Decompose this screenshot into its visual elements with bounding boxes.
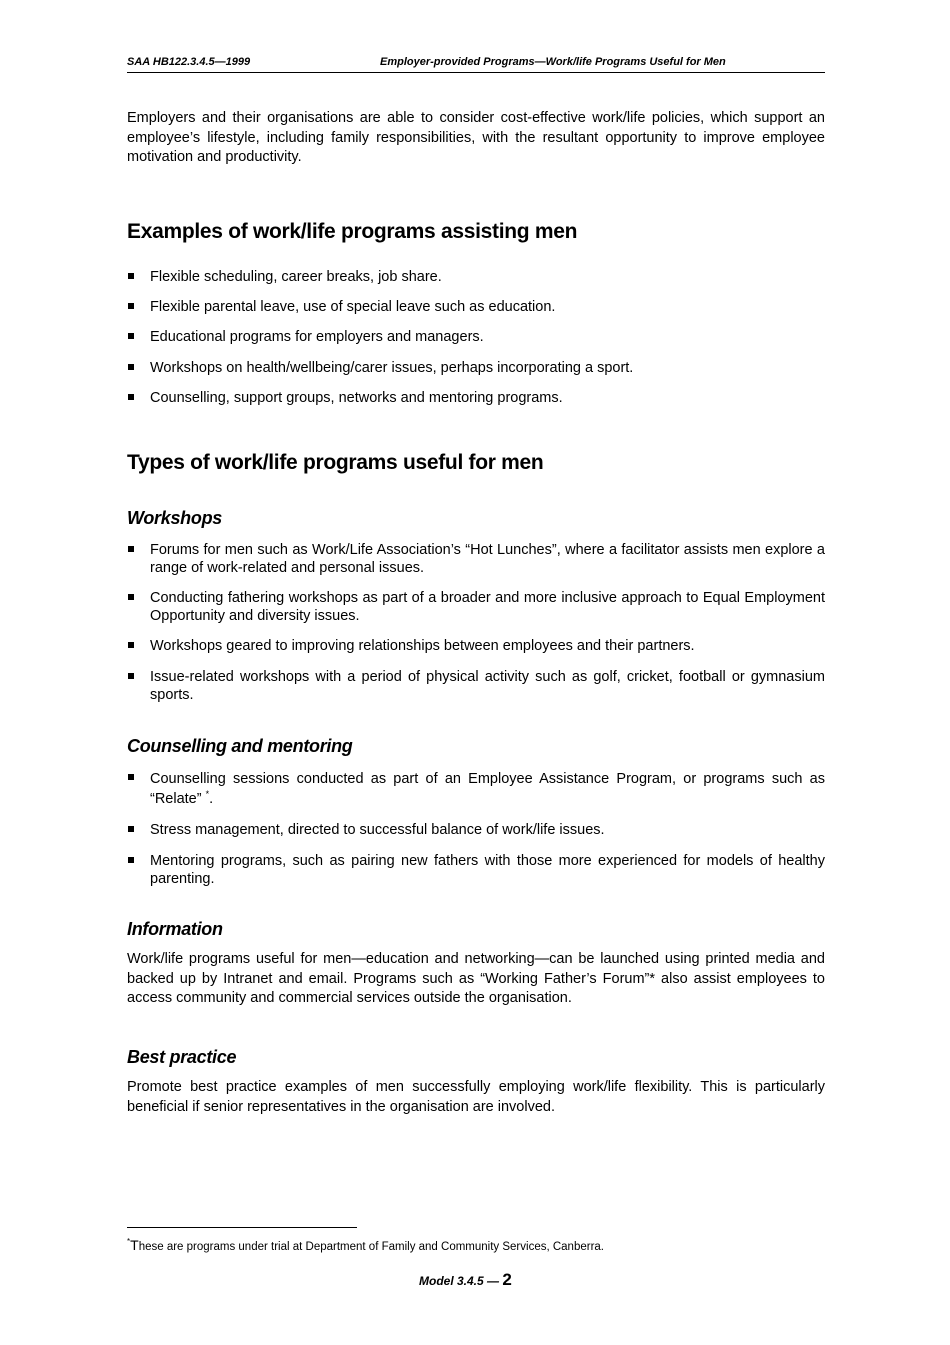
page-footer [419,1270,512,1290]
footnote-reference: * [205,789,210,800]
bullet-icon [128,594,134,600]
list-item: Conducting fathering workshops as part of a broader and more inclusive approach to Equal Employment Opportunity and diversity issues. [127,589,825,625]
list-item: Flexible scheduling, career breaks, job share. [127,268,825,286]
footer-model-label: Model 3.4.5 — [419,1274,500,1288]
footnote-mark: * [127,1237,131,1246]
information-heading: Information [127,919,223,939]
examples-heading: Examples of work/life programs assisting men [127,220,578,243]
page-number: 2 [502,1270,512,1289]
list-item: Stress management, directed to successful balance of work/life issues. [127,821,825,839]
types-heading: Types of work/life programs useful for men [127,451,544,474]
best-practice-heading: Best practice [127,1047,237,1067]
bullet-icon [128,364,134,370]
bullet-icon [128,394,134,400]
bullet-icon [128,546,134,552]
footnote-initial: T [130,1237,139,1253]
running-header [127,56,825,73]
list-item: Counselling sessions conducted as part of an Employee Assistance Program, or programs such as “Relate” *. [127,769,825,809]
bullet-icon [128,303,134,309]
information-paragraph: Work/life programs useful for men—education and networking—can be launched using printed media and backed up by Intranet and email. Programs such as “Working Father’s Forum”* also assist employees to access community and commercial services outside the organisation. [127,951,825,1006]
examples-list [127,268,825,407]
footnote [127,1237,604,1253]
workshops-list [127,541,825,704]
list-item: Forums for men such as Work/Life Association’s “Hot Lunches”, where a facilitator assists men explore a range of work-related and personal issues. [127,541,825,577]
counselling-heading: Counselling and mentoring [127,736,353,756]
workshops-heading: Workshops [127,508,222,528]
footnote-divider [127,1227,357,1228]
bullet-icon [128,333,134,339]
list-item: Educational programs for employers and managers. [127,328,825,346]
bullet-icon [128,273,134,279]
header-document-id: SAA HB122.3.4.5—1999 [127,56,251,68]
bullet-icon [128,826,134,832]
list-item: Counselling, support groups, networks and mentoring programs. [127,389,825,407]
header-section-title: Employer-provided Programs—Work/life Programs Useful for Men [380,56,726,68]
counselling-list [127,769,825,888]
list-item: Flexible parental leave, use of special leave such as education. [127,298,825,316]
list-item: Workshops on health/wellbeing/carer issues, perhaps incorporating a sport. [127,359,825,377]
list-item: Mentoring programs, such as pairing new fathers with those more experienced for models of healthy parenting. [127,852,825,888]
bullet-icon [128,642,134,648]
list-item: Workshops geared to improving relationships between employees and their partners. [127,637,825,655]
bullet-icon [128,857,134,863]
bullet-icon [128,673,134,679]
list-item: Issue-related workshops with a period of physical activity such as golf, cricket, football or gymnasium sports. [127,668,825,704]
bullet-icon [128,774,134,780]
intro-paragraph: Employers and their organisations are able to consider cost-effective work/life policies, which support an employee’s lifestyle, including family responsibilities, with the resultant opportunity to improve employee motivation and productivity. [127,110,825,165]
footnote-text: hese are programs under trial at Department of Family and Community Services, Canberra. [138,1241,604,1253]
best-practice-paragraph: Promote best practice examples of men successfully employing work/life flexibility. This is particularly beneficial if senior representatives in the organisation are involved. [127,1079,825,1115]
